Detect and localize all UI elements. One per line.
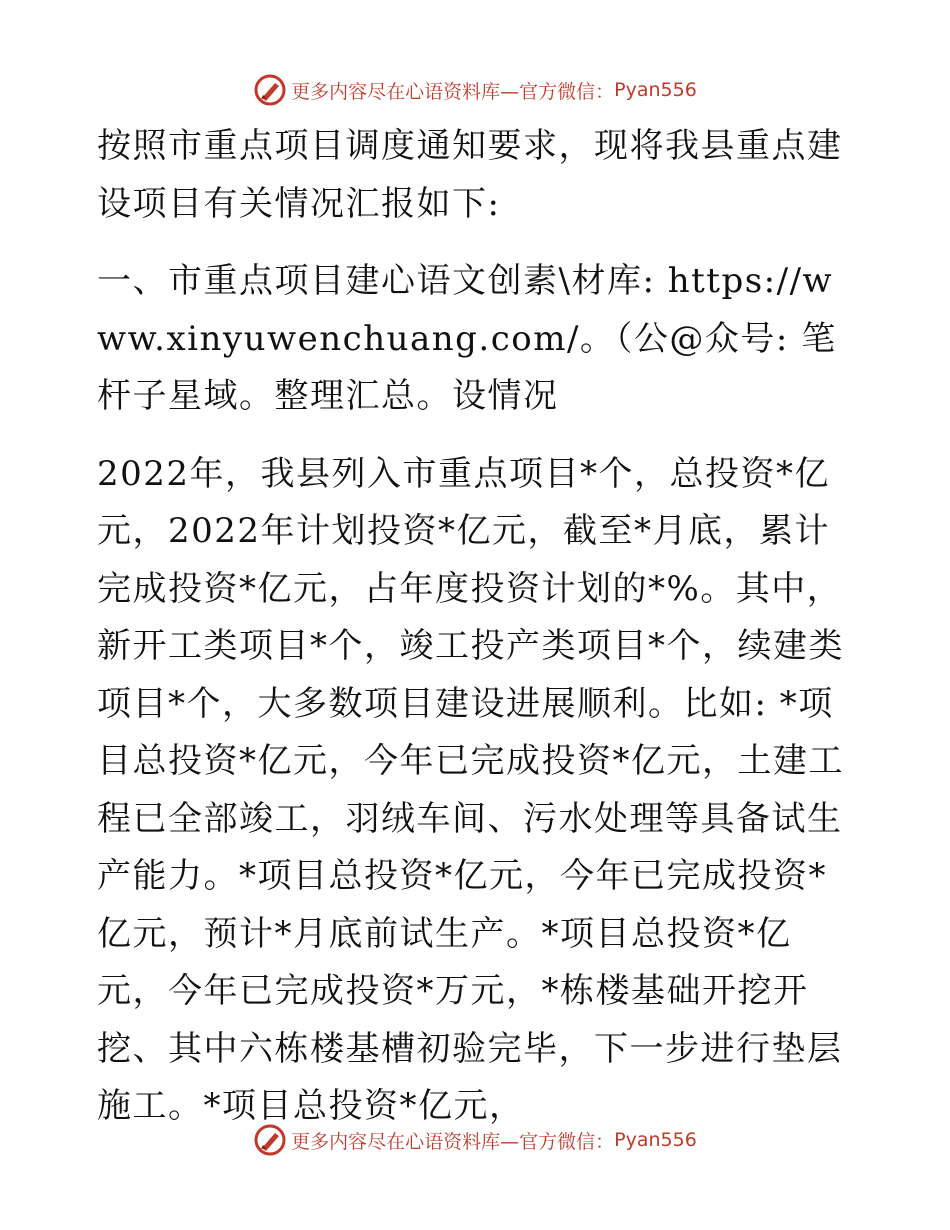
document-body (97, 118, 857, 1136)
watermark-handle: Pyan556 (614, 79, 697, 101)
watermark-handle: Pyan556 (614, 1129, 697, 1151)
section-heading-paragraph: 一、市重点项目建心语文创素\材库: https://www.xinyuwenchuang.com/。（公@众号: 笔杆子星域。整理汇总。设情况 (97, 261, 837, 416)
header-watermark (0, 70, 950, 110)
pen-seal-logo-icon (253, 1123, 287, 1157)
watermark-text: 更多内容尽在心语资料库—官方微信： (291, 1130, 615, 1153)
project-status-paragraph: 2022年，我县列入市重点项目*个，总投资*亿元，2022年计划投资*亿元，截至*月底，累计完成投资*亿元，占年度投资计划的*%。其中，新开工类项目*个，竣工投产类项目*个，续建类项目*个，大多数项目建设进展顺利。比如: *项目总投资*亿元，今年已完成投资*亿元，土建工程已全部竣工，羽绒车间、污水处理等具备试生产能力。*项目总投资*亿元，今年已完成投资*亿元，预计*月底前试生产。*项目总投资*亿元，今年已完成投资*万元，*栋楼基础开挖开挖、其中六栋楼基槽初验完毕，下一步进行垫层施工。*项目总投资*亿元， (97, 453, 844, 1126)
pen-seal-logo-icon (253, 73, 287, 107)
intro-paragraph: 按照市重点项目调度通知要求，现将我县重点建设项目有关情况汇报如下: (97, 126, 843, 224)
watermark-text: 更多内容尽在心语资料库—官方微信： (291, 80, 615, 103)
footer-watermark (0, 1120, 950, 1160)
